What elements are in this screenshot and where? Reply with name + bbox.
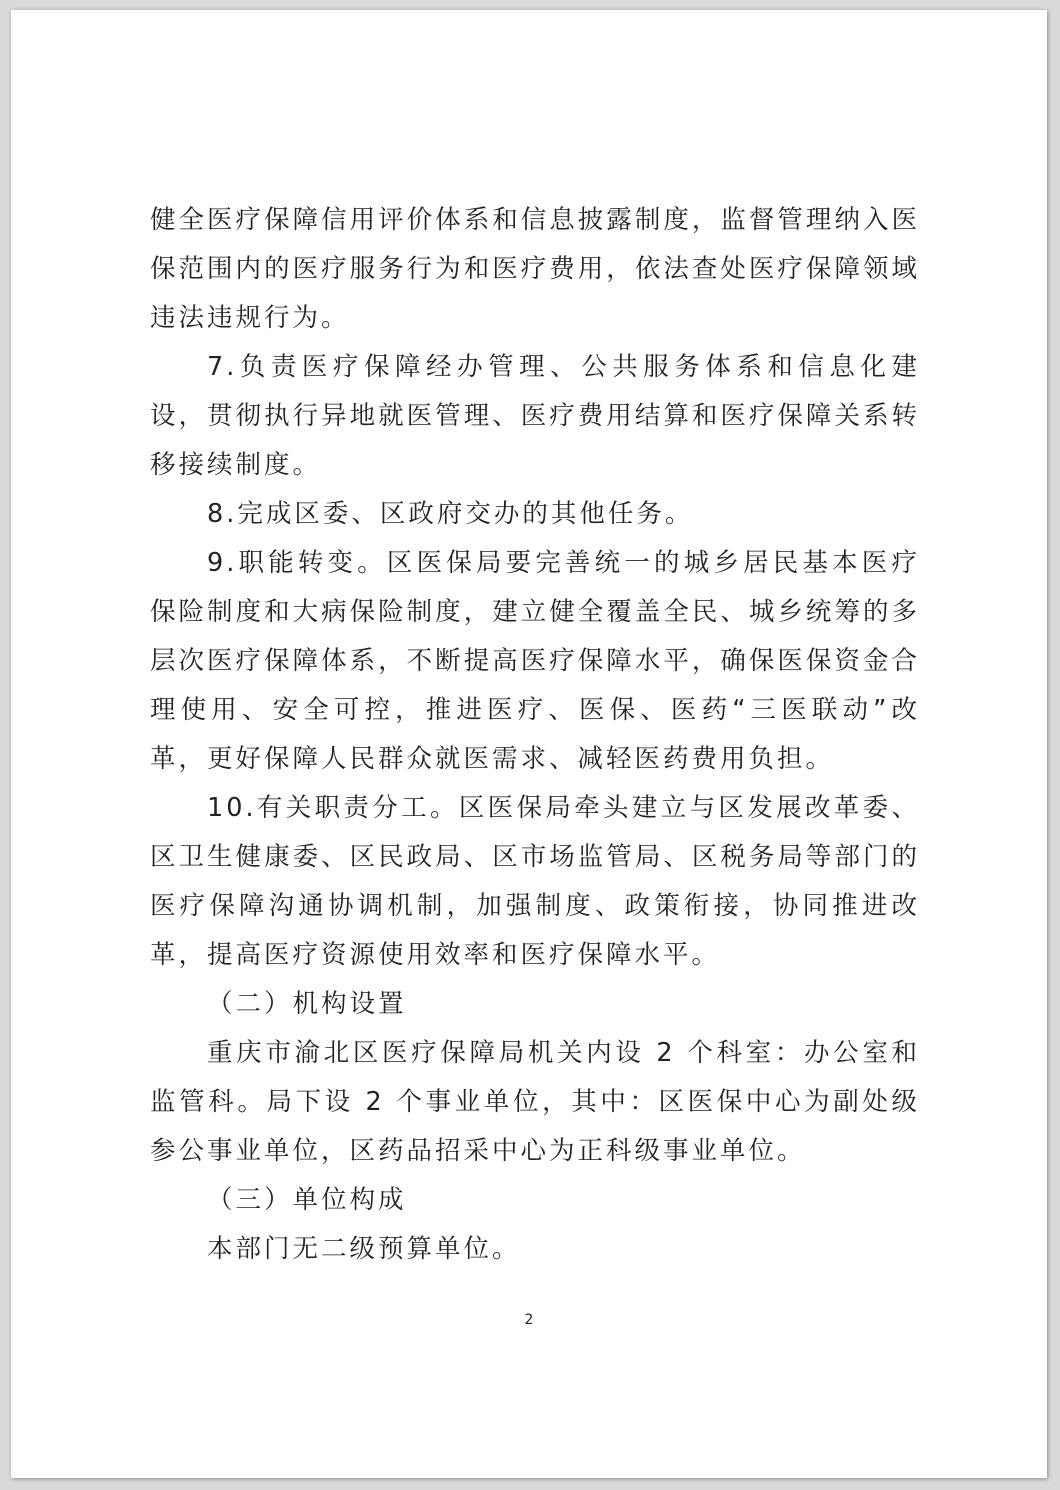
page-number: 2 — [524, 1312, 534, 1328]
section-heading-unit-composition: （三）单位构成 — [207, 1185, 407, 1215]
paragraph-item-9: 9.职能转变。区医保局要完善统一的城乡居民基本医疗保险制度和大病保险制度，建立健全覆盖全民、城乡统筹的多层次医疗保障体系，不断提高医疗保障水平，确保医保资金合理使用、安全可控，推进医疗、医保、医药“三医联动”改革，更好保障人民群众就医需求、减轻医药费用负担。 — [150, 548, 920, 774]
section-heading-institution-setup: （二）机构设置 — [207, 989, 407, 1019]
paragraph-item-7: 7.负责医疗保障经办管理、公共服务体系和信息化建设，贯彻执行异地就医管理、医疗费用结算和医疗保障关系转移接续制度。 — [150, 352, 920, 480]
paragraph-institution-setup: 重庆市渝北区医疗保障局机关内设 2 个科室：办公室和监管科。局下设 2 个事业单位，其中：区医保中心为副处级参公事业单位，区药品招采中心为正科级事业单位。 — [150, 1038, 920, 1166]
paragraph-unit-composition: 本部门无二级预算单位。 — [207, 1234, 521, 1264]
paragraph-continuation: 健全医疗保障信用评价体系和信息披露制度，监督管理纳入医保范围内的医疗服务行为和医疗费用，依法查处医疗保障领域违法违规行为。 — [150, 205, 920, 333]
document-page — [11, 10, 1047, 1478]
paragraph-item-8: 8.完成区委、区政府交办的其他任务。 — [207, 499, 694, 529]
page-body — [150, 196, 920, 1274]
paragraph-item-10: 10.有关职责分工。区医保局牵头建立与区发展改革委、区卫生健康委、区民政局、区市场监管局、区税务局等部门的医疗保障沟通协调机制，加强制度、政策衔接，协同推进改革，提高医疗资源使用效率和医疗保障水平。 — [150, 793, 920, 970]
